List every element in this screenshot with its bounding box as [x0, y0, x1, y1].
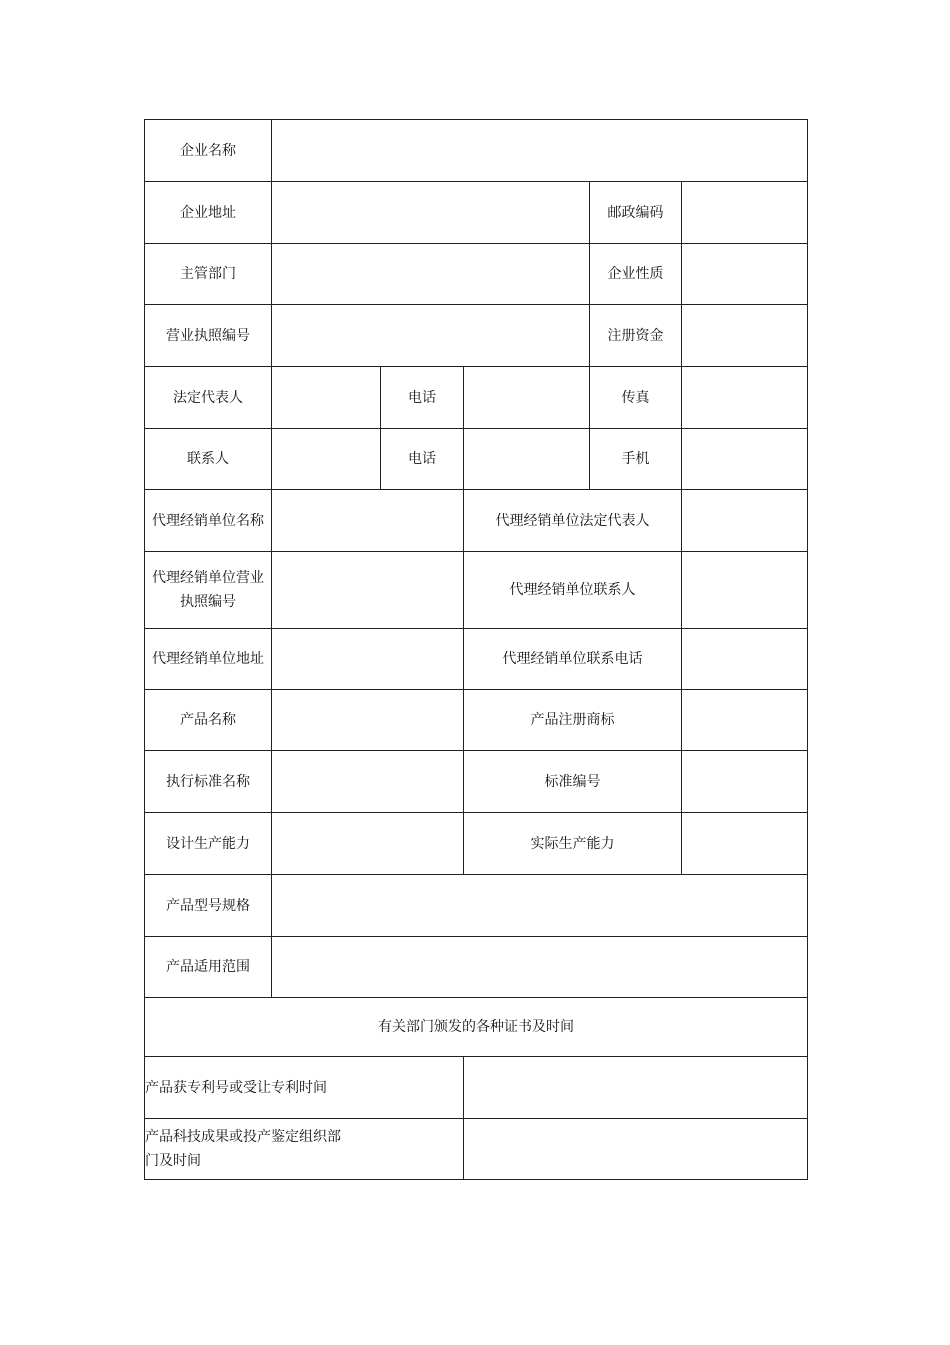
standard-name-label: 执行标准名称 [145, 751, 272, 813]
contact-label: 联系人 [145, 429, 272, 490]
patent-field[interactable] [464, 1057, 808, 1119]
postal-code-label: 邮政编码 [590, 182, 682, 244]
design-capacity-field[interactable] [272, 813, 464, 875]
product-trademark-label: 产品注册商标 [464, 690, 682, 751]
authority-field[interactable] [272, 244, 590, 305]
company-address-label: 企业地址 [145, 182, 272, 244]
agent-name-field[interactable] [272, 490, 464, 552]
company-name-label: 企业名称 [145, 120, 272, 182]
company-nature-field[interactable] [682, 244, 808, 305]
agent-license-label: 代理经销单位营业执照编号 [145, 552, 272, 629]
standard-name-field[interactable] [272, 751, 464, 813]
agent-legal-rep-field[interactable] [682, 490, 808, 552]
contact-field[interactable] [272, 429, 381, 490]
agent-name-label: 代理经销单位名称 [145, 490, 272, 552]
certificates-header: 有关部门颁发的各种证书及时间 [145, 998, 808, 1057]
agent-legal-rep-label: 代理经销单位法定代表人 [464, 490, 682, 552]
agent-license-field[interactable] [272, 552, 464, 629]
registered-capital-field[interactable] [682, 305, 808, 367]
agent-contact-label: 代理经销单位联系人 [464, 552, 682, 629]
product-scope-label: 产品适用范围 [145, 937, 272, 998]
agent-address-label: 代理经销单位地址 [145, 629, 272, 690]
product-model-label: 产品型号规格 [145, 875, 272, 937]
registration-form-table [144, 119, 808, 1180]
agent-address-field[interactable] [272, 629, 464, 690]
tech-appraisal-field[interactable] [464, 1119, 808, 1180]
company-address-field[interactable] [272, 182, 590, 244]
legal-rep-phone-label: 电话 [381, 367, 464, 429]
license-no-label: 营业执照编号 [145, 305, 272, 367]
agent-phone-label: 代理经销单位联系电话 [464, 629, 682, 690]
actual-capacity-label: 实际生产能力 [464, 813, 682, 875]
authority-label: 主管部门 [145, 244, 272, 305]
postal-code-field[interactable] [682, 182, 808, 244]
actual-capacity-field[interactable] [682, 813, 808, 875]
license-no-field[interactable] [272, 305, 590, 367]
product-name-label: 产品名称 [145, 690, 272, 751]
standard-no-field[interactable] [682, 751, 808, 813]
mobile-field[interactable] [682, 429, 808, 490]
mobile-label: 手机 [590, 429, 682, 490]
product-scope-field[interactable] [272, 937, 808, 998]
product-name-field[interactable] [272, 690, 464, 751]
legal-rep-label: 法定代表人 [145, 367, 272, 429]
patent-label: 产品获专利号或受让专利时间 [145, 1057, 464, 1119]
registered-capital-label: 注册资金 [590, 305, 682, 367]
contact-phone-label: 电话 [381, 429, 464, 490]
company-nature-label: 企业性质 [590, 244, 682, 305]
contact-phone-field[interactable] [464, 429, 590, 490]
tech-appraisal-label [145, 1119, 464, 1180]
legal-rep-phone-field[interactable] [464, 367, 590, 429]
product-model-field[interactable] [272, 875, 808, 937]
design-capacity-label: 设计生产能力 [145, 813, 272, 875]
legal-rep-field[interactable] [272, 367, 381, 429]
tech-appraisal-text: 产品科技成果或投产鉴定组织部门及时间 [145, 1129, 341, 1169]
agent-phone-field[interactable] [682, 629, 808, 690]
agent-contact-field[interactable] [682, 552, 808, 629]
fax-label: 传真 [590, 367, 682, 429]
fax-field[interactable] [682, 367, 808, 429]
product-trademark-field[interactable] [682, 690, 808, 751]
company-name-field[interactable] [272, 120, 808, 182]
standard-no-label: 标准编号 [464, 751, 682, 813]
